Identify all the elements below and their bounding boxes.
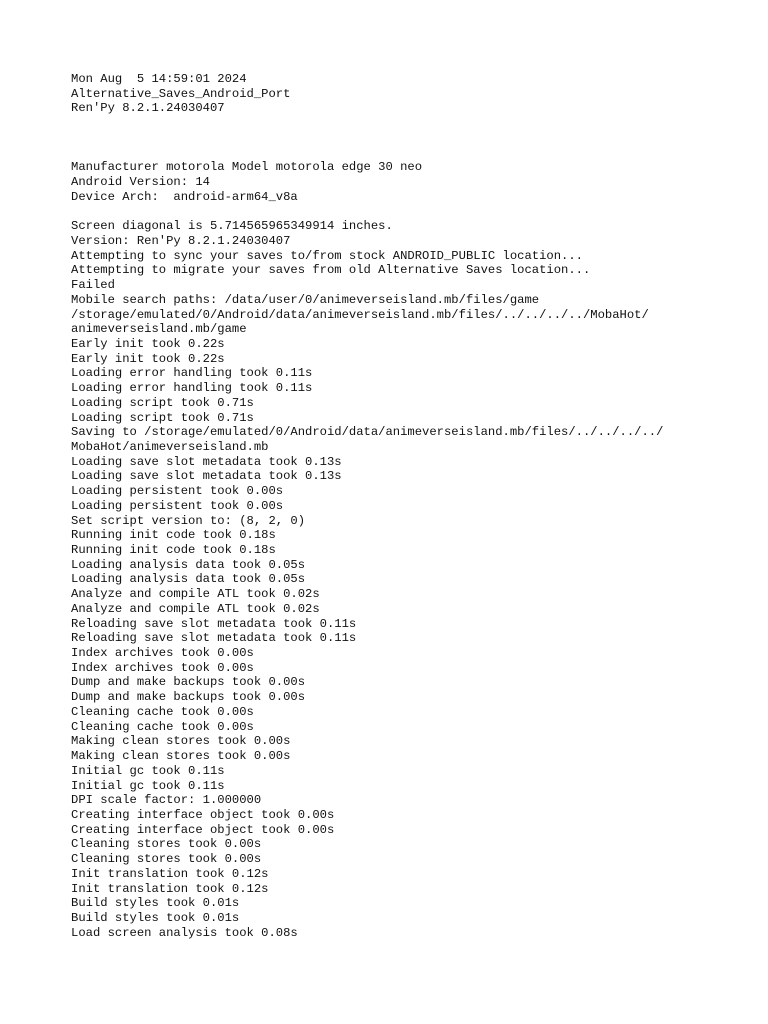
log-line: Creating interface object took 0.00s [71, 807, 335, 822]
log-line: Making clean stores took 0.00s [71, 734, 291, 749]
log-line: Running init code took 0.18s [71, 528, 276, 543]
log-line: Set script version to: (8, 2, 0) [71, 513, 306, 528]
log-line: Reloading save slot metadata took 0.11s [71, 631, 357, 646]
log-line: Cleaning cache took 0.00s [71, 704, 254, 719]
log-line: Running init code took 0.18s [71, 543, 276, 557]
log-line: Index archives took 0.00s [71, 646, 254, 661]
log-line: animeverseisland.mb/game [71, 322, 247, 337]
log-line: Reloading save slot metadata took 0.11s [71, 616, 357, 631]
log-line [71, 146, 751, 161]
log-line: Dump and make backups took 0.00s [71, 690, 306, 705]
log-line: Loading analysis data took 0.05s [71, 557, 306, 572]
log-line: Version: Ren'Py 8.2.1.24030407 [71, 233, 291, 248]
log-line: Loading error handling took 0.11s [71, 366, 313, 381]
log-line: Failed [71, 278, 115, 293]
log-line: Loading persistent took 0.00s [71, 484, 284, 499]
log-line: Creating interface object took 0.00s [71, 822, 335, 837]
log-line: Manufacturer motorola Model motorola edge 30 neo [71, 160, 423, 175]
log-line: Early init took 0.22s [71, 351, 225, 366]
log-document [71, 72, 751, 940]
log-line: Screen diagonal is 5.714565965349914 inches. [71, 219, 393, 234]
log-line: Attempting to migrate your saves from old Alternative Saves location... [71, 263, 591, 278]
log-line: Alternative_Saves_Android_Port [71, 86, 291, 101]
log-line: /storage/emulated/0/Android/data/animeverseisland.mb/files/../../../../MobaHot/ [71, 307, 649, 322]
log-line: Analyze and compile ATL took 0.02s [71, 587, 320, 602]
log-line: DPI scale factor: 1.000000 [71, 793, 262, 808]
log-line: MobaHot/animeverseisland.mb [71, 439, 269, 454]
log-line: Loading save slot metadata took 0.13s [71, 454, 342, 469]
log-line: Build styles took 0.01s [71, 910, 240, 925]
log-line: Cleaning cache took 0.00s [71, 719, 254, 734]
log-line: Analyze and compile ATL took 0.02s [71, 601, 320, 616]
log-line: Init translation took 0.12s [71, 881, 269, 896]
log-line: Saving to /storage/emulated/0/Android/data/animeverseisland.mb/files/../../../../ [71, 425, 664, 440]
log-line: Early init took 0.22s [71, 336, 225, 351]
log-line: Initial gc took 0.11s [71, 778, 225, 793]
log-line: Loading save slot metadata took 0.13s [71, 469, 342, 484]
log-line: Loading analysis data took 0.05s [71, 572, 306, 587]
log-line: Build styles took 0.01s [71, 896, 240, 911]
log-line: Cleaning stores took 0.00s [71, 837, 262, 852]
log-line [71, 116, 751, 131]
log-line: Loading error handling took 0.11s [71, 381, 313, 396]
log-line: Ren'Py 8.2.1.24030407 [71, 101, 225, 116]
log-line: Initial gc took 0.11s [71, 763, 225, 778]
log-line [71, 204, 751, 219]
log-line: Dump and make backups took 0.00s [71, 675, 306, 690]
log-line: Loading script took 0.71s [71, 395, 254, 410]
log-line: Index archives took 0.00s [71, 660, 254, 675]
log-line: Mon Aug 5 14:59:01 2024 [71, 72, 247, 86]
log-line: Loading script took 0.71s [71, 410, 254, 425]
log-line [71, 131, 751, 146]
log-line: Android Version: 14 [71, 175, 210, 190]
log-line: Making clean stores took 0.00s [71, 749, 291, 764]
log-line: Init translation took 0.12s [71, 866, 269, 881]
log-line: Cleaning stores took 0.00s [71, 852, 262, 867]
log-line: Mobile search paths: /data/user/0/animeverseisland.mb/files/game [71, 292, 540, 307]
log-line: Load screen analysis took 0.08s [71, 925, 298, 940]
log-line: Device Arch: android-arm64_v8a [71, 189, 298, 204]
log-line: Attempting to sync your saves to/from stock ANDROID_PUBLIC location... [71, 248, 583, 263]
log-line: Loading persistent took 0.00s [71, 498, 284, 513]
